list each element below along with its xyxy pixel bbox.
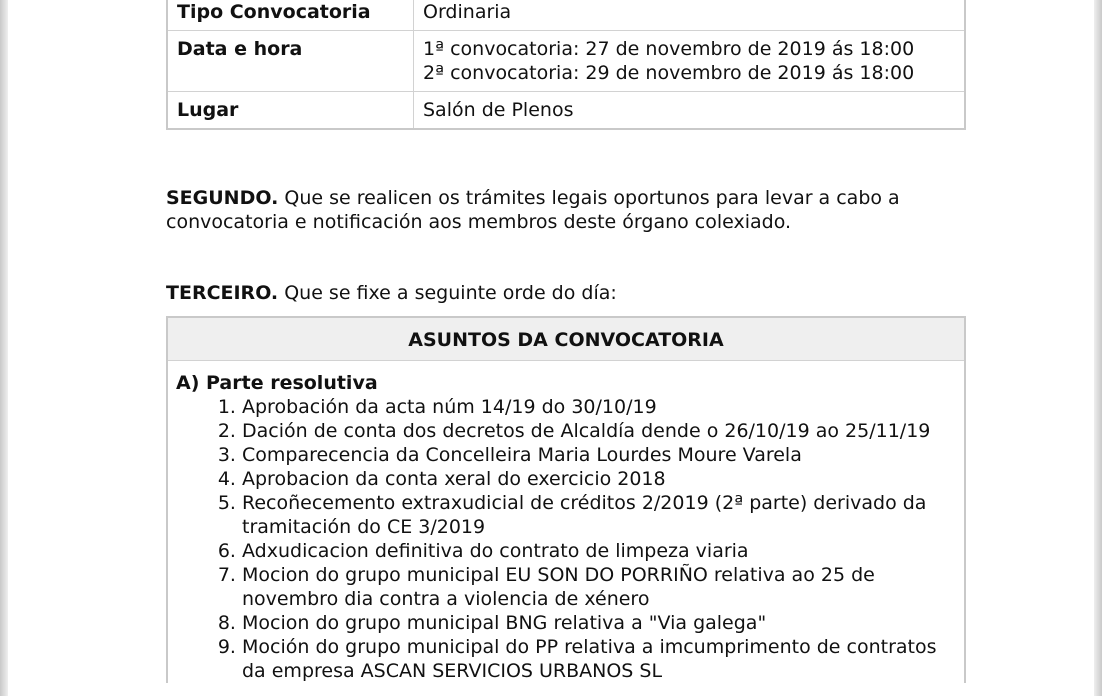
info-value-line: Salón de Plenos <box>423 99 574 121</box>
agenda-item: 1. Aprobación da acta núm 14/19 do 30/10/19 <box>242 395 956 419</box>
agenda-item: 6. Adxudicacion definitiva do contrato de limpeza viaria <box>242 539 956 563</box>
info-label: Tipo Convocatoria <box>167 0 414 31</box>
agenda-items-list <box>176 395 956 683</box>
agenda-section-title: A) Parte resolutiva <box>176 372 378 394</box>
agenda-header: ASUNTOS DA CONVOCATORIA <box>168 318 964 361</box>
page-shadow-left <box>0 0 8 696</box>
document-page <box>166 0 966 682</box>
clause-text: Que se realicen os trámites legais oportunos para levar a cabo a convocatoria e notificación aos membros deste órgano colexiado. <box>166 187 900 233</box>
info-value-line: Ordinaria <box>423 1 512 23</box>
info-label: Data e hora <box>167 31 414 92</box>
agenda-table <box>166 316 966 683</box>
agenda-item: 8. Mocion do grupo municipal BNG relativa a "Via galega" <box>242 611 956 635</box>
agenda-body <box>168 361 964 683</box>
info-value <box>414 31 966 92</box>
agenda-item: 5. Recoñecemento extraxudicial de créditos 2/2019 (2ª parte) derivado da tramitación do CE 3/2019 <box>242 491 956 539</box>
agenda-item: 3. Comparecencia da Concelleira Maria Lourdes Moure Varela <box>242 443 956 467</box>
agenda-item: 4. Aprobacion da conta xeral do exercicio 2018 <box>242 467 956 491</box>
info-label: Lugar <box>167 92 414 130</box>
page-shadow-right <box>1094 0 1102 696</box>
clause-lead: TERCEIRO. <box>166 282 279 304</box>
agenda-item: 7. Mocion do grupo municipal EU SON DO PORRIÑO relativa ao 25 de novembro dia contra a violencia de xénero <box>242 563 956 611</box>
clause-segundo <box>166 186 966 234</box>
info-value <box>414 92 966 130</box>
clause-terceiro <box>166 281 966 305</box>
info-row-date <box>167 31 965 92</box>
info-value-line: 2ª convocatoria: 29 de novembro de 2019 ás 18:00 <box>423 62 915 84</box>
agenda-item: 2. Dación de conta dos decretos de Alcaldía dende o 26/10/19 ao 25/11/19 <box>242 419 956 443</box>
clause-text: Que se fixe a seguinte orde do día: <box>284 282 617 304</box>
clause-lead: SEGUNDO. <box>166 187 279 209</box>
info-row-place <box>167 92 965 130</box>
convocation-info-table <box>166 0 966 130</box>
agenda-item: 9. Moción do grupo municipal do PP relativa a imcumprimento de contratos da empresa ASCAN SERVICIOS URBANOS SL <box>242 635 956 683</box>
info-value <box>414 0 966 31</box>
info-row-type <box>167 0 965 31</box>
info-value-line: 1ª convocatoria: 27 de novembro de 2019 ás 18:00 <box>423 38 915 60</box>
